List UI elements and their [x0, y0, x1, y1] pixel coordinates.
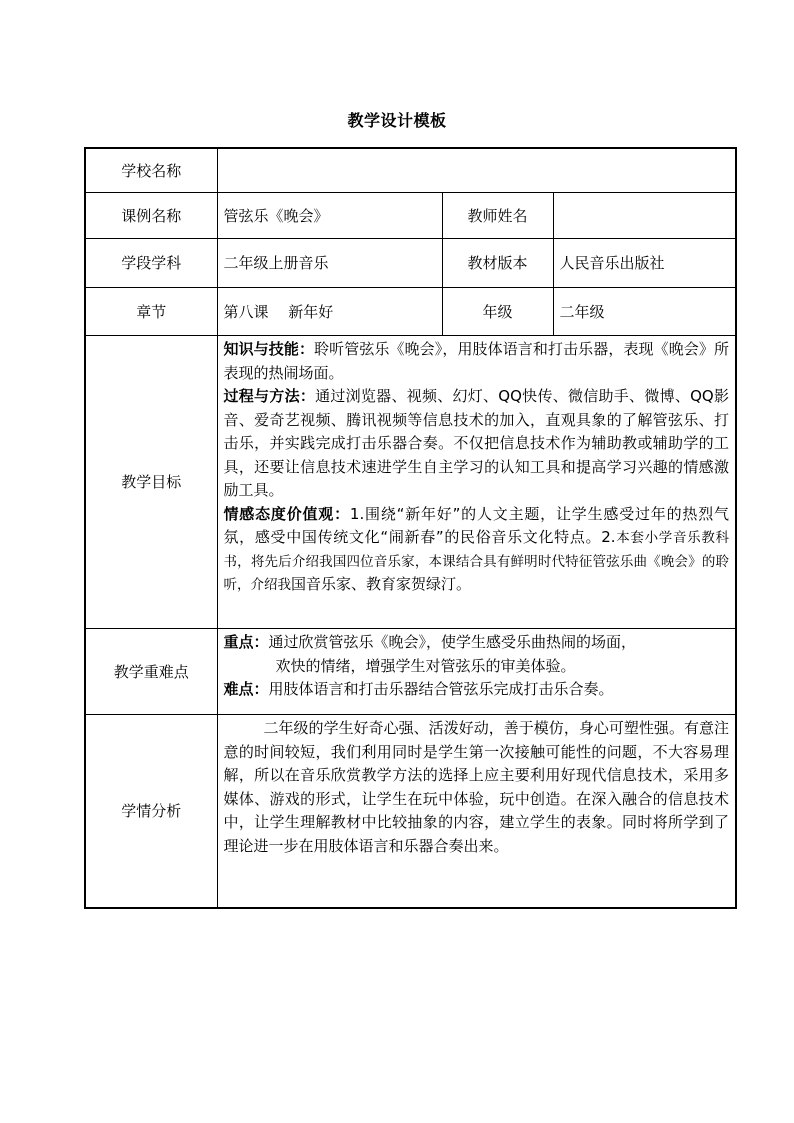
goal-emotion	[224, 503, 730, 597]
difficulty-text: 用肢体语言和打击乐器结合管弦乐完成打击乐合奏。	[268, 680, 614, 698]
goal-emotion-title: 情感态度价值观：	[223, 504, 350, 523]
course-label: 课例名称	[85, 193, 217, 239]
goal-process-title: 过程与方法：	[223, 387, 316, 405]
row-goals	[85, 336, 736, 629]
keypoint-title: 重点：	[223, 633, 269, 651]
row-subject	[85, 239, 736, 288]
goal-knowledge-title: 知识与技能：	[223, 340, 315, 358]
edition-label: 教材版本	[442, 239, 553, 288]
keypoint-line1	[224, 631, 730, 655]
grade-label: 年级	[442, 288, 553, 336]
goal-process	[224, 385, 730, 503]
keypoint-text1: 通过欣赏管弦乐《晚会》，使学生感受乐曲热闹的场面，	[268, 633, 637, 651]
document-title: 教学设计模板	[347, 111, 447, 130]
lesson-plan-table	[84, 147, 735, 909]
subject-value: 二年级上册音乐	[217, 239, 442, 288]
edition-value: 人民音乐出版社	[553, 239, 736, 288]
chapter-value: 第八课 新年好	[217, 288, 442, 336]
subject-label: 学段学科	[85, 239, 217, 288]
teacher-value	[553, 193, 736, 239]
chapter-label: 章节	[85, 288, 217, 336]
row-chapter	[85, 288, 736, 336]
row-keypoints	[85, 629, 736, 715]
goal-emotion-text-end: 国音乐家、教育家贺绿汀。	[291, 575, 472, 593]
goal-emotion-text-small: 本套小学音乐教科书，将先后介绍我国四位音乐家，本课结合具有鲜明时代特征管弦乐曲《晚会》的聆听，介绍我	[223, 530, 730, 593]
goal-emotion-text: 1.围绕“新年好”的人文主题，让学生感受过年的热烈气氛，感受中国传统文化“闹新春”的民俗音乐文化特点。2.	[223, 504, 729, 546]
difficulty-line	[224, 678, 730, 702]
goals-label: 教学目标	[85, 336, 217, 629]
goal-knowledge-text: 聆听管弦乐《晚会》，用肢体语言和打击乐器，表现《晚会》所表现的热闹场面。	[223, 340, 729, 382]
row-course	[85, 193, 736, 239]
keypoints-content	[217, 629, 736, 715]
keypoints-label: 教学重难点	[85, 629, 217, 715]
analysis-label: 学情分析	[85, 715, 217, 909]
row-school	[85, 148, 736, 193]
difficulty-title: 难点：	[223, 680, 269, 698]
keypoint-line2: 欢快的情绪，增强学生对管弦乐的审美体验。	[275, 656, 576, 675]
goals-content	[217, 336, 736, 629]
school-value	[217, 148, 736, 193]
analysis-content	[217, 715, 736, 909]
analysis-text: 二年级的学生好奇心强、活泼好动，善于模仿，身心可塑性强。有意注意的时间较短，我们利用同时是学生第一次接触可能性的问题，不大容易理解，所以在音乐欣赏教学方法的选择上应主要利用好现代信息技术，采用多媒体、游戏的形式，让学生在玩中体验，玩中创造。在深入融合的信息技术中，让学生理解教材中比较抽象的内容，建立学生的表象。同时将所学到了理论进一步在用肢体语言和乐器合奏出来。	[223, 719, 729, 855]
school-label: 学校名称	[85, 148, 217, 193]
grade-value: 二年级	[553, 288, 736, 336]
goal-knowledge	[224, 338, 730, 385]
teacher-label: 教师姓名	[442, 193, 553, 239]
row-analysis	[85, 715, 736, 909]
goal-process-text: 通过浏览器、视频、幻灯、QQ快传、微信助手、微博、QQ影音、爱奇艺视频、腾讯视频等信息技术的加入，直观具象的了解管弦乐、打击乐，并实践完成打击乐器合奏。不仅把信息技术作为辅助教或辅助学的工具，还要让信息技术速进学生自主学习的认知工具和提高学习兴趣的情感激励工具。	[223, 387, 729, 499]
course-value: 管弦乐《晚会》	[217, 193, 442, 239]
